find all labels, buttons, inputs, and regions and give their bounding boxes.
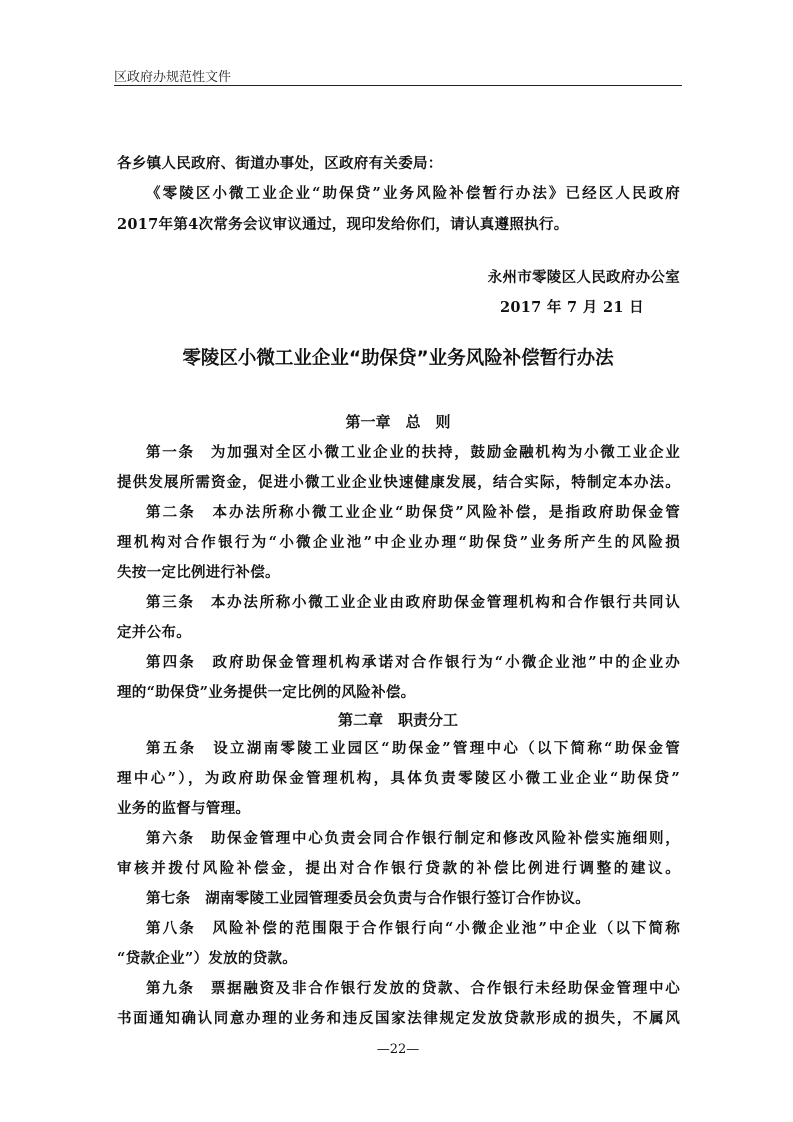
article-6-line-1: 第六条 助保金管理中心负责会同合作银行制定和修改风险补偿实施细则， — [146, 830, 680, 847]
article-5-line-2: 理中心”），为政府助保金管理机构，具体负责零陵区小微工业企业“助保贷” — [117, 770, 680, 787]
chapter-heading-2: 第二章 职责分工 — [337, 711, 458, 729]
document-header: 区政府办规范性文件 — [114, 70, 232, 85]
signature-organization: 永州市零陵区人民政府办公室 — [487, 269, 680, 286]
salutation: 各乡镇人民政府、街道办事处，区政府有关委局： — [117, 155, 443, 172]
notice-body-line-1: 《零陵区小微工业企业“助保贷”业务风险补偿暂行办法》已经区人民政府 — [146, 185, 680, 202]
page-number: —22— — [376, 1042, 420, 1057]
article-4-line-2: 理的“助保贷”业务提供一定比例的风险补偿。 — [117, 684, 416, 701]
article-2-line-1: 第二条 本办法所称小微工业企业“助保贷”风险补偿，是指政府助保金管 — [146, 504, 680, 521]
article-3-line-1: 第三条 本办法所称小微工业企业由政府助保金管理机构和合作银行共同认 — [146, 594, 680, 611]
article-2-line-2: 理机构对合作银行为“小微企业池”中企业办理“助保贷”业务所产生的风险损 — [117, 534, 680, 551]
document-title: 零陵区小微工业企业“助保贷”业务风险补偿暂行办法 — [182, 348, 614, 369]
header-rule — [114, 85, 682, 86]
article-1-line-2: 提供发展所需资金，促进小微工业企业快速健康发展，结合实际，特制定本办法。 — [117, 474, 680, 491]
article-9-line-2: 书面通知确认同意办理的业务和违反国家法律规定发放贷款形成的损失，不属风 — [117, 1010, 680, 1027]
signature-date: 2017 年 7 月 21 日 — [500, 299, 644, 316]
article-4-line-1: 第四条 政府助保金管理机构承诺对合作银行为“小微企业池”中的企业办 — [146, 654, 680, 671]
notice-body-line-2: 2017年第4次常务会议审议通过，现印发给你们，请认真遵照执行。 — [117, 216, 569, 233]
article-3-line-2: 定并公布。 — [117, 624, 191, 641]
article-8-line-2: “贷款企业”）发放的贷款。 — [117, 950, 298, 967]
article-5-line-1: 第五条 设立湖南零陵工业园区“助保金”管理中心（以下简称“助保金管 — [146, 740, 680, 757]
article-1-line-1: 第一条 为加强对全区小微工业企业的扶持，鼓励金融机构为小微工业企业 — [146, 444, 680, 461]
chapter-heading-1: 第一章 总 则 — [345, 413, 451, 431]
article-2-line-3: 失按一定比例进行补偿。 — [117, 564, 280, 581]
article-8-line-1: 第八条 风险补偿的范围限于合作银行向“小微企业池”中企业（以下简称 — [146, 920, 680, 937]
article-6-line-2: 审核并拨付风险补偿金，提出对合作银行贷款的补偿比例进行调整的建议。 — [117, 860, 680, 877]
article-5-line-3: 业务的监督与管理。 — [117, 800, 251, 817]
article-9-line-1: 第九条 票据融资及非合作银行发放的贷款、合作银行未经助保金管理中心 — [146, 980, 680, 997]
article-7-line-1: 第七条 湖南零陵工业园管理委员会负责与合作银行签订合作协议。 — [146, 890, 590, 907]
